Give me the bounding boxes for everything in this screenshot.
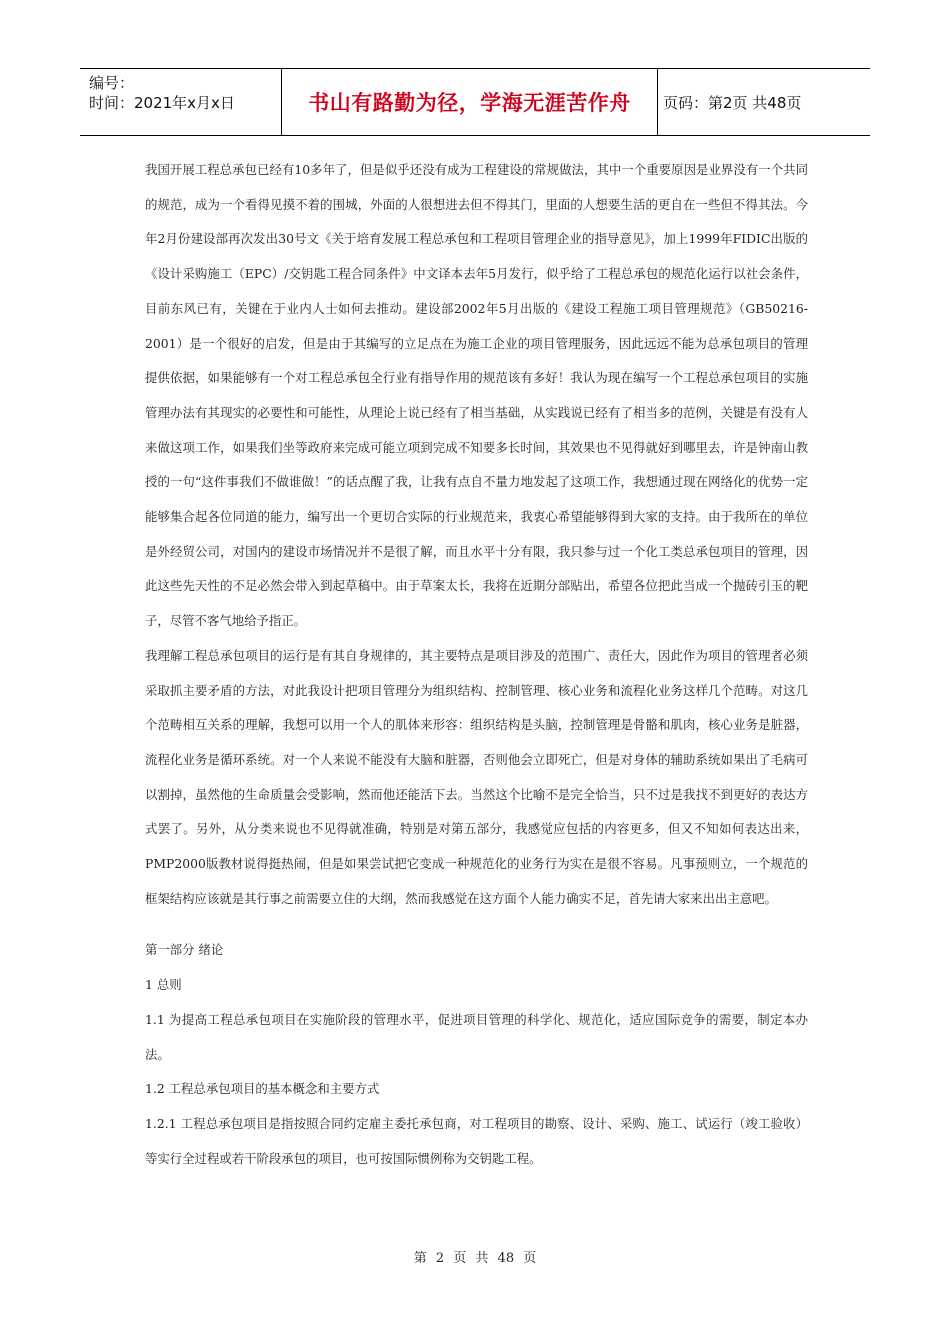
header-page-cell	[658, 69, 870, 135]
time-label: 时间：2021年x月x日	[89, 94, 235, 112]
intro-paragraph-2: 我理解工程总承包项目的运行是有其自身规律的，其主要特点是项目涉及的范围广、责任大，因此作为项目的管理者必须采取抓主要矛盾的方法，对此我设计把项目管理分为组织结构、控制管理、核心业务和流程化业务这样几个范畴。对这几个范畴相互关系的理解，我想可以用一个人的肌体来形容：组织结构是头脑，控制管理是骨骼和肌肉，核心业务是脏器，流程化业务是循环系统。对一个人来说不能没有大脑和脏器，否则他会立即死亡，但是对身体的辅助系统如果出了毛病可以割掉，虽然他的生命质量会受影响，然而他还能活下去。当然这个比喻不是完全恰当，只不过是我找不到更好的表达方式罢了。另外，从分类来说也不见得就准确，特别是对第五部分，我感觉应包括的内容更多，但又不知如何表达出来，PMP2000版教材说得挺热闹，但是如果尝试把它变成一种规范化的业务行为实在是很不容易。凡事预则立，一个规范的框架结构应该就是其行事之前需要立住的大纲，然而我感觉在这方面个人能力确实不足，首先请大家来出出主意吧。	[145, 647, 808, 906]
intro-paragraph-1: 我国开展工程总承包已经有10多年了，但是似乎还没有成为工程建设的常规做法，其中一个重要原因是业界没有一个共同的规范，成为一个看得见摸不着的围城，外面的人很想进去但不得其门，里面的人想要生活的更自在一些但不得其法。今年2月份建设部再次发出30号文《关于培育发展工程总承包和工程项目管理企业的指导意见》，加上1999年FIDIC出版的《设计采购施工（EPC）/交钥匙工程合同条件》中文译本去年5月发行，似乎给了工程总承包的规范化运行以社会条件，目前东风已有，关键在于业内人士如何去推动。建设部2002年5月出版的《建设工程施工项目管理规范》（GB50216-2001）是一个很好的启发，但是由于其编写的立足点在为施工企业的项目管理服务，因此远远不能为总承包项目的管理提供依据，如果能够有一个对工程总承包全行业有指导作用的规范该有多好！我认为现在编写一个工程总承包项目的实施管理办法有其现实的必要性和可能性，从理论上说已经有了相当基础，从实践说已经有了相当多的范例，关键是有没有人来做这项工作，如果我们坐等政府来完成可能立项到完成不知要多长时间，其效果也不见得就好到哪里去，许是钟南山教授的一句“这件事我们不做谁做！”的话点醒了我，让我有点自不量力地发起了这项工作，我想通过现在网络化的优势一定能够集合起各位同道的能力，编写出一个更切合实际的行业规范来，我衷心希望能够得到大家的支持。由于我所在的单位是外经贸公司，对国内的建设市场情况并不是很了解，而且水平十分有限，我只参与过一个化工类总承包项目的管理，因此这些先天性的不足必然会带入到起草稿中。由于草案太长，我将在近期分部贴出，希望各位把此当成一个抛砖引玉的靶子，尽管不客气地给予指正。	[145, 162, 808, 629]
section-heading: 1 总则	[145, 977, 182, 993]
clause-1-1: 1.1 为提高工程总承包项目在实施阶段的管理水平，促进项目管理的科学化、规范化，适应国际竞争的需要，制定本办法。	[145, 1011, 808, 1062]
part-heading: 第一部分 绪论	[145, 942, 224, 958]
header-meta-cell	[80, 69, 282, 135]
footer-page-number: 第 2 页 共 48 页	[413, 1251, 537, 1266]
motto-text: 书山有路勤为径，学海无涯苦作舟	[308, 91, 631, 115]
clause-1-2-1: 1.2.1 工程总承包项目是指按照合同约定雇主委托承包商，对工程项目的勘察、设计、采购、施工、试运行（竣工验收）等实行全过程或若干阶段承包的项目，也可按国际惯例称为交钥匙工程。	[145, 1115, 808, 1166]
code-label: 编号：	[89, 74, 135, 92]
page-info: 页码：第2页 共48页	[663, 93, 802, 112]
clause-1-2: 1.2 工程总承包项目的基本概念和主要方式	[145, 1081, 380, 1097]
header-motto-cell	[282, 69, 658, 135]
page-footer	[0, 1247, 950, 1266]
document-header	[80, 68, 870, 136]
document-body	[145, 153, 808, 1176]
